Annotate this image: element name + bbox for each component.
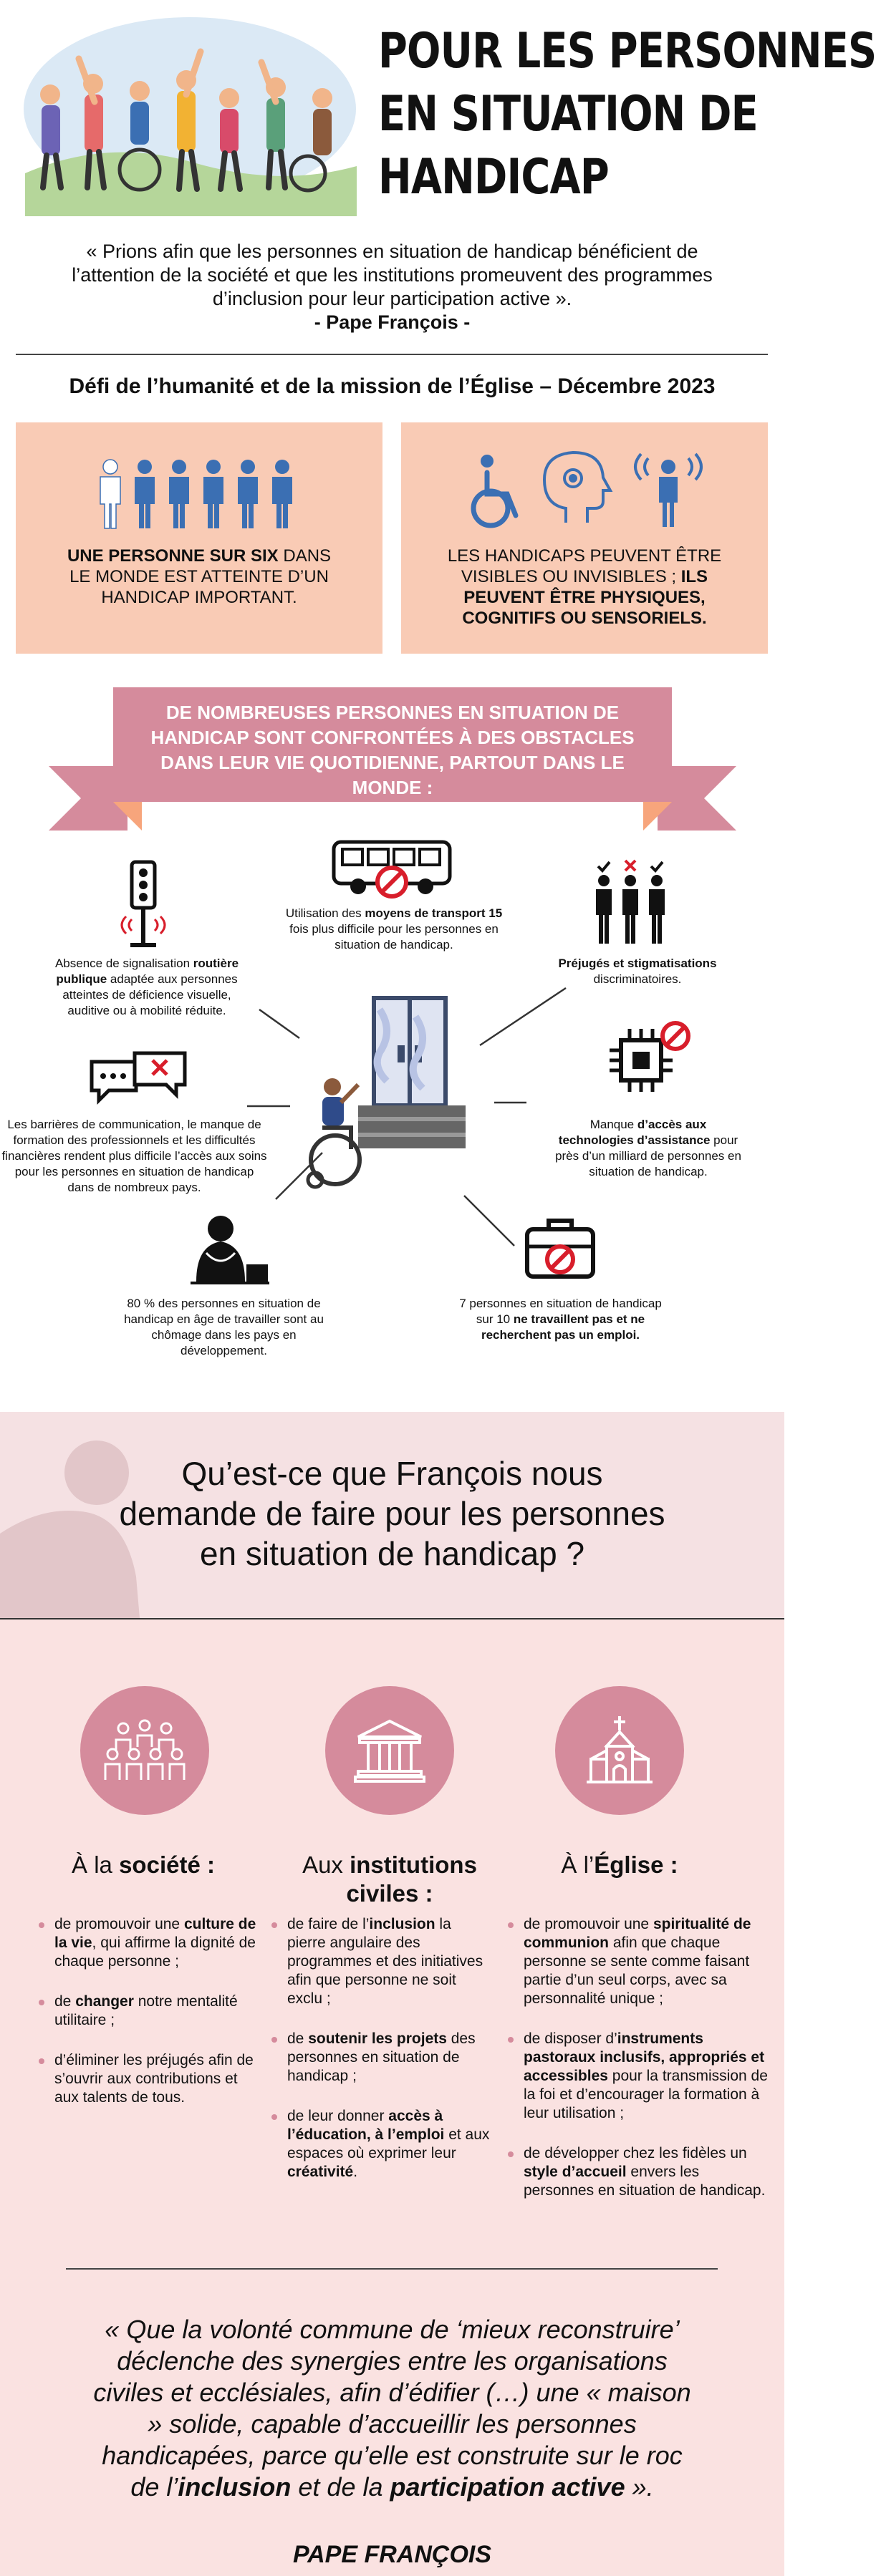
list-item [269, 2107, 491, 2182]
stat-one-in-six [59, 546, 340, 608]
question-line: demande de faire pour les personnes [119, 1495, 665, 1532]
t: de [54, 1993, 76, 2010]
brain-head-icon [544, 452, 610, 523]
head-bold: civiles : [346, 1880, 433, 1907]
institution-building-icon [354, 1718, 425, 1783]
church-heading [505, 1851, 734, 1879]
wheelchair-icon [473, 473, 516, 526]
quote-author: - Pape François - [314, 311, 471, 333]
stat-box-right [401, 422, 768, 654]
church-circle [555, 1686, 684, 1815]
speech-bubbles-icon [86, 1049, 190, 1110]
society-list [36, 1915, 258, 2129]
obstacle-communication [0, 1117, 269, 1196]
tb: style d’accueil [524, 2164, 627, 2180]
list-item [36, 2051, 258, 2107]
obstacle-work [458, 1296, 663, 1343]
t: afin que chaque personne se sente comme faisant partie d’un seul corps, avec sa personnalité unique ; [524, 1935, 750, 2007]
text: discriminatoires. [593, 972, 682, 986]
church-icon [584, 1715, 655, 1786]
t: de [287, 2030, 309, 2047]
tb: changer [75, 1993, 134, 2010]
t: « Que la volonté commune de ‘mieux reconstruire’ déclenche des synergies entre les organisations civiles et ecclésiales, afin d’édifier (…) une « maison » solide, capable d’accueillir les personnes handicapées, parce qu’elle est construite sur le roc de l’ [93, 2315, 691, 2502]
tb: accès à l’éducation, à l’emploi [287, 2108, 445, 2143]
t: ». [625, 2472, 654, 2502]
sad-worker-icon [186, 1210, 272, 1289]
head-text: À la [72, 1851, 120, 1878]
tb: soutenir les projets [308, 2030, 447, 2047]
person-icon-white [100, 460, 120, 528]
obstacle-unemployment [111, 1296, 337, 1359]
author-text: PAPE FRANÇOIS [292, 2541, 492, 2568]
briefcase-no-icon [523, 1214, 598, 1285]
stat-normal: LES HANDICAPS PEUVENT ÊTRE VISIBLES OU INVISIBLES ; [447, 546, 722, 586]
t: pour la transmission de la foi et d’encourager la formation à leur utilisation ; [524, 2068, 768, 2121]
t: , qui affirme la dignité de chaque personne ; [54, 1935, 256, 1970]
header-illustration [21, 9, 358, 216]
text-bold: ne travaillent pas et ne recherchent pas un emploi. [481, 1312, 645, 1342]
text-bold: d’accès aux technologies d’assistance [558, 1118, 711, 1147]
closing-author [0, 2540, 784, 2569]
text: Les barrières de communication, le manque de formation des professionnels et les difficultés financières rendent plus difficile l’accès aux soins pour les personnes en situation de handicap dans de nombreux pays. [1, 1118, 267, 1194]
title-line: EN SITUATION DE [378, 86, 758, 142]
text: Utilisation des [285, 906, 365, 920]
text-bold: Préjugés et stigmatisations [558, 957, 717, 970]
title-line: HANDICAP [378, 149, 609, 205]
t: et aux espaces où exprimer leur [287, 2126, 490, 2161]
tb: inclusion [178, 2472, 292, 2502]
text: fois plus difficile pour les personnes en situation de handicap. [289, 922, 499, 952]
head-bold: institutions [350, 1851, 477, 1878]
tb: instruments pastoraux inclusifs, appropriés et accessibles [524, 2030, 765, 2084]
t: des personnes en situation de handicap ; [287, 2030, 476, 2084]
question-section [0, 1412, 784, 1618]
question-line: en situation de handicap ? [199, 1535, 585, 1572]
institutions-heading [275, 1851, 504, 1908]
t: de disposer d’ [524, 2030, 617, 2047]
list-item [505, 2144, 774, 2200]
text-bold: moyens de transport 15 [365, 906, 503, 920]
church-list [505, 1915, 774, 2222]
t: et de la [291, 2472, 390, 2502]
tb: culture de la vie [54, 1916, 256, 1951]
t: notre mentalité utilitaire ; [54, 1993, 238, 2028]
subtitle [0, 374, 784, 400]
question-heading [57, 1453, 727, 1574]
society-circle [80, 1686, 209, 1815]
text: 80 % des personnes en situation de handicap en âge de travailler sont au chômage dans les pays en développement. [124, 1297, 324, 1357]
stigma-people-icon [591, 859, 670, 949]
obstacle-signal [43, 956, 251, 1019]
head-text: Aux [302, 1851, 350, 1878]
list-item [36, 1915, 258, 1971]
text: 7 personnes en situation de handicap sur 10 [459, 1297, 662, 1326]
t: de promouvoir une [54, 1916, 184, 1932]
ribbon-text: DE NOMBREUSES PERSONNES EN SITUATION DE HANDICAP SONT CONFRONTÉES À DES OBSTACLES DANS LEUR VIE QUOTIDIENNE, PARTOUT DANS LE MONDE : [150, 702, 635, 798]
text: adaptée aux personnes atteintes de déficience visuelle, auditive ou à mobilité réduite. [62, 972, 238, 1017]
t: de développer chez les fidèles un [524, 2145, 747, 2161]
obstacle-transport [276, 906, 512, 953]
t: de leur donner [287, 2108, 389, 2124]
text: pour près d’un milliard de personnes en situation de handicap. [555, 1133, 741, 1178]
list-item [269, 2030, 491, 2086]
head-bold: société : [119, 1851, 215, 1878]
page-title [378, 20, 876, 209]
people-icons [95, 458, 309, 530]
quote-text: « Prions afin que les personnes en situation de handicap bénéficient de l’attention de la société et que les institutions promeuvent des programmes d’inclusion pour leur participation active ». [72, 241, 713, 309]
divider [16, 354, 768, 355]
prayer-quote [50, 240, 734, 334]
title-line: POUR LES PERSONNES [378, 23, 876, 79]
text-bold: routière publique [56, 957, 239, 986]
list-item [36, 1992, 258, 2030]
stat-disability-types [430, 546, 739, 629]
subtitle-text: Défi de l’humanité et de la mission de l’Église – Décembre 2023 [69, 374, 716, 398]
stat-box-left [16, 422, 382, 654]
institutions-circle [325, 1686, 454, 1815]
tb: spiritualité de communion [524, 1916, 751, 1951]
closing-divider [66, 2268, 718, 2270]
t: envers les personnes en situation de handicap. [524, 2164, 766, 2199]
ribbon-banner [49, 687, 736, 831]
tb: créativité [287, 2164, 354, 2180]
list-item [269, 1915, 491, 2008]
t: . [353, 2164, 358, 2180]
head-bold: Église : [594, 1851, 678, 1878]
closing-quote [93, 2314, 691, 2503]
list-item [505, 1915, 774, 2008]
chip-no-icon [605, 1020, 691, 1099]
community-icon [102, 1718, 188, 1783]
t: la pierre angulaire des programmes et des initiatives afin que personne ne soit exclu ; [287, 1916, 483, 2007]
wheelchair-door-illustration [301, 995, 466, 1196]
traffic-light-icon [115, 859, 172, 949]
stat-bold: ILS PEUVENT ÊTRE PHYSIQUES, COGNITIFS OU SENSORIELS. [462, 567, 708, 628]
t: de faire de l’ [287, 1916, 370, 1932]
stat-rest: DANS LE MONDE EST ATTEINTE D’UN HANDICAP IMPORTANT. [69, 546, 332, 607]
obstacle-technology [552, 1117, 745, 1180]
list-item [505, 2030, 774, 2123]
society-heading [29, 1851, 258, 1879]
tb: inclusion [369, 1916, 435, 1932]
question-line: Qu’est-ce que François nous [181, 1455, 603, 1492]
text: Manque [589, 1118, 637, 1131]
disability-icons [466, 451, 709, 530]
stat-bold: UNE PERSONNE SUR SIX [67, 546, 279, 566]
bus-icon [331, 839, 453, 900]
hearing-person-icon [659, 460, 678, 527]
tb: participation active [390, 2472, 625, 2502]
t: d’éliminer les préjugés afin de s’ouvrir aux contributions et aux talents de tous. [54, 2052, 254, 2106]
head-text: À l’ [561, 1851, 595, 1878]
text: Absence de signalisation [54, 957, 193, 970]
institutions-list [269, 1915, 491, 2203]
obstacle-prejudice [552, 956, 723, 987]
t: de promouvoir une [524, 1916, 653, 1932]
